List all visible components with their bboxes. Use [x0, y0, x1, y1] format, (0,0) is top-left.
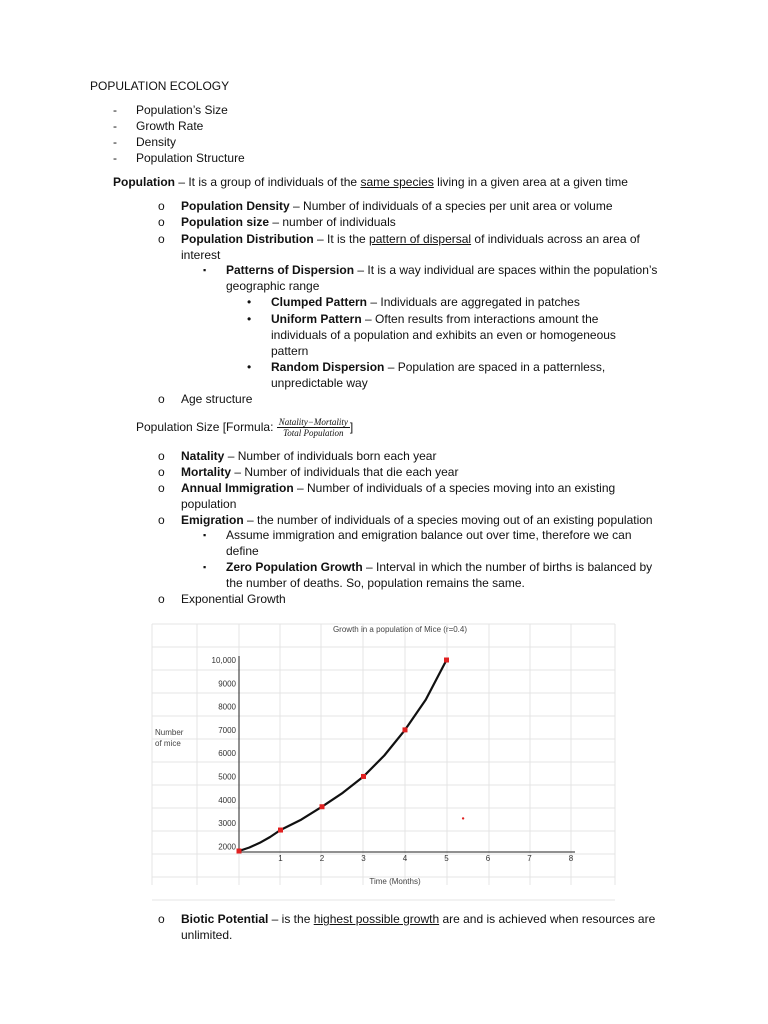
- y-tick-label: 8000: [218, 702, 236, 712]
- chart-axes: [239, 656, 575, 853]
- y-tick-label: 4000: [218, 795, 236, 805]
- formula-denominator: Total Population: [283, 428, 344, 439]
- term: Population Distribution: [181, 232, 314, 246]
- circle-bullet: o: [158, 449, 165, 463]
- density-item: [181, 199, 613, 214]
- page-title: POPULATION ECOLOGY: [90, 79, 230, 93]
- zero-growth-item: [226, 560, 652, 575]
- text: – Number of individuals born each year: [224, 449, 437, 463]
- biotic-potential-line2: unlimited.: [181, 928, 233, 942]
- text: of individuals across an area of: [471, 232, 640, 246]
- square-bullet: ▪: [203, 530, 207, 540]
- text: living in a given area at a given time: [433, 175, 628, 189]
- y-tick-label: 5000: [218, 772, 236, 782]
- text: are and is achieved when resources are: [439, 912, 656, 926]
- x-axis-label: Time (Months): [369, 877, 421, 886]
- text: – is the: [268, 912, 314, 926]
- dot-bullet: •: [247, 360, 252, 374]
- formula-numerator: Natality−Mortality: [278, 417, 348, 428]
- text: – Number of individuals that die each year: [231, 465, 459, 479]
- text: – Individuals are aggregated in patches: [367, 295, 580, 309]
- x-tick-label: 2: [319, 854, 325, 863]
- chart-title: Growth in a population of Mice (r=0.4): [332, 625, 468, 634]
- list-item-density: Density: [136, 135, 177, 149]
- text: – number of individuals: [269, 215, 396, 229]
- text: – Number of individuals of a species moving into an existing: [293, 481, 616, 495]
- list-item-size: Population’s Size: [136, 103, 228, 117]
- term: Biotic Potential: [181, 912, 269, 926]
- circle-bullet: o: [158, 481, 165, 495]
- dot-bullet: •: [247, 312, 252, 326]
- clumped-item: [271, 295, 580, 310]
- emigration-item: [181, 513, 653, 528]
- uniform-line2: individuals of a population and exhibits an even or homogeneous: [271, 328, 616, 342]
- circle-bullet: o: [158, 592, 165, 606]
- y-tick-label: 7000: [218, 725, 236, 735]
- exponential-growth-item: Exponential Growth: [181, 592, 286, 606]
- list-item-structure: Population Structure: [136, 151, 245, 165]
- patterns-item: [226, 263, 657, 278]
- immigration-line2: population: [181, 497, 237, 511]
- circle-bullet: o: [158, 465, 165, 479]
- data-point-marker: [278, 828, 283, 833]
- term: Population Density: [181, 199, 290, 213]
- data-point-marker: [361, 774, 366, 779]
- natality-item: [181, 449, 436, 464]
- circle-bullet: o: [158, 392, 165, 406]
- term: Population: [113, 175, 175, 189]
- term: Uniform Pattern: [271, 312, 362, 326]
- term: Mortality: [181, 465, 232, 479]
- uniform-item: [271, 312, 598, 327]
- x-tick-label: 6: [485, 854, 491, 863]
- distribution-line2: interest: [181, 248, 221, 262]
- dash-bullet: -: [113, 151, 117, 165]
- term: Clumped Pattern: [271, 295, 368, 309]
- x-tick-label: 7: [527, 854, 532, 863]
- list-item-growth: Growth Rate: [136, 119, 204, 133]
- underlined-text: same species: [360, 175, 434, 189]
- age-structure-item: Age structure: [181, 392, 253, 406]
- immigration-item: [181, 481, 615, 496]
- dash-bullet: -: [113, 119, 117, 133]
- y-axis-label-line2: of mice: [155, 739, 181, 748]
- y-tick-label: 3000: [218, 819, 236, 829]
- dash-bullet: -: [113, 135, 117, 149]
- text: – Number of individuals of a species per unit area or volume: [289, 199, 613, 213]
- series-line: [239, 660, 447, 851]
- text: – It is a way individual are spaces within the population’s: [354, 263, 658, 277]
- formula-fraction: [277, 417, 350, 438]
- text: – the number of individuals of a species moving out of an existing population: [243, 513, 653, 527]
- square-bullet: ▪: [203, 562, 207, 572]
- data-point-marker: [320, 804, 325, 809]
- formula-line: [136, 414, 353, 440]
- circle-bullet: o: [158, 215, 165, 229]
- random-line2: unpredictable way: [271, 376, 368, 390]
- chart-markers: [237, 658, 465, 854]
- term: Natality: [181, 449, 225, 463]
- circle-bullet: o: [158, 232, 165, 246]
- text: – Population are spaced in a patternless,: [384, 360, 606, 374]
- size-item: [181, 215, 396, 230]
- text: – Interval in which the number of births is balanced by: [362, 560, 653, 574]
- dash-bullet: -: [113, 103, 117, 117]
- formula-suffix: ]: [349, 420, 354, 434]
- circle-bullet: o: [158, 199, 165, 213]
- y-axis-label-line1: Number: [155, 728, 184, 737]
- dot-bullet: •: [247, 295, 252, 309]
- population-definition: [113, 175, 628, 190]
- x-tick-label: 3: [361, 854, 366, 863]
- stray-data-point: [462, 817, 464, 819]
- mortality-item: [181, 465, 458, 480]
- uniform-line3: pattern: [271, 344, 309, 358]
- term: Patterns of Dispersion: [226, 263, 355, 277]
- y-tick-label: 2000: [218, 842, 236, 852]
- assume-item: Assume immigration and emigration balance out over time, therefore we can: [226, 528, 632, 542]
- data-point-marker: [403, 727, 408, 732]
- x-tick-label: 5: [444, 854, 449, 863]
- term: Annual Immigration: [181, 481, 294, 495]
- x-tick-label: 1: [278, 854, 283, 863]
- random-item: [271, 360, 605, 375]
- term: Emigration: [181, 513, 244, 527]
- formula-prefix: Population Size [Formula:: [136, 420, 277, 434]
- y-tick-label: 10,000: [211, 656, 236, 665]
- term: Zero Population Growth: [226, 560, 363, 574]
- text: – It is the: [313, 232, 370, 246]
- x-tick-label: 4: [402, 854, 408, 863]
- chart-ticks: [212, 656, 574, 863]
- y-tick-label: 9000: [218, 679, 236, 689]
- assume-line2: define: [226, 544, 259, 558]
- term: Population size: [181, 215, 270, 229]
- square-bullet: ▪: [203, 265, 207, 275]
- data-point-marker: [444, 658, 449, 663]
- zero-growth-line2: the number of deaths. So, population remains the same.: [226, 576, 525, 590]
- distribution-item: [181, 232, 640, 247]
- patterns-line2: geographic range: [226, 279, 320, 293]
- circle-bullet: o: [158, 912, 165, 926]
- text: – It is a group of individuals of the: [175, 175, 361, 189]
- term: Random Dispersion: [271, 360, 385, 374]
- chart-series: [239, 660, 447, 851]
- circle-bullet: o: [158, 513, 165, 527]
- underlined-text: highest possible growth: [313, 912, 440, 926]
- chart-grid: [152, 624, 615, 900]
- biotic-potential-item: [181, 912, 655, 927]
- y-tick-label: 6000: [218, 749, 236, 759]
- underlined-text: pattern of dispersal: [369, 232, 472, 246]
- text: – Often results from interactions amount the: [361, 312, 599, 326]
- x-tick-label: 8: [568, 854, 574, 863]
- data-point-marker: [237, 849, 242, 854]
